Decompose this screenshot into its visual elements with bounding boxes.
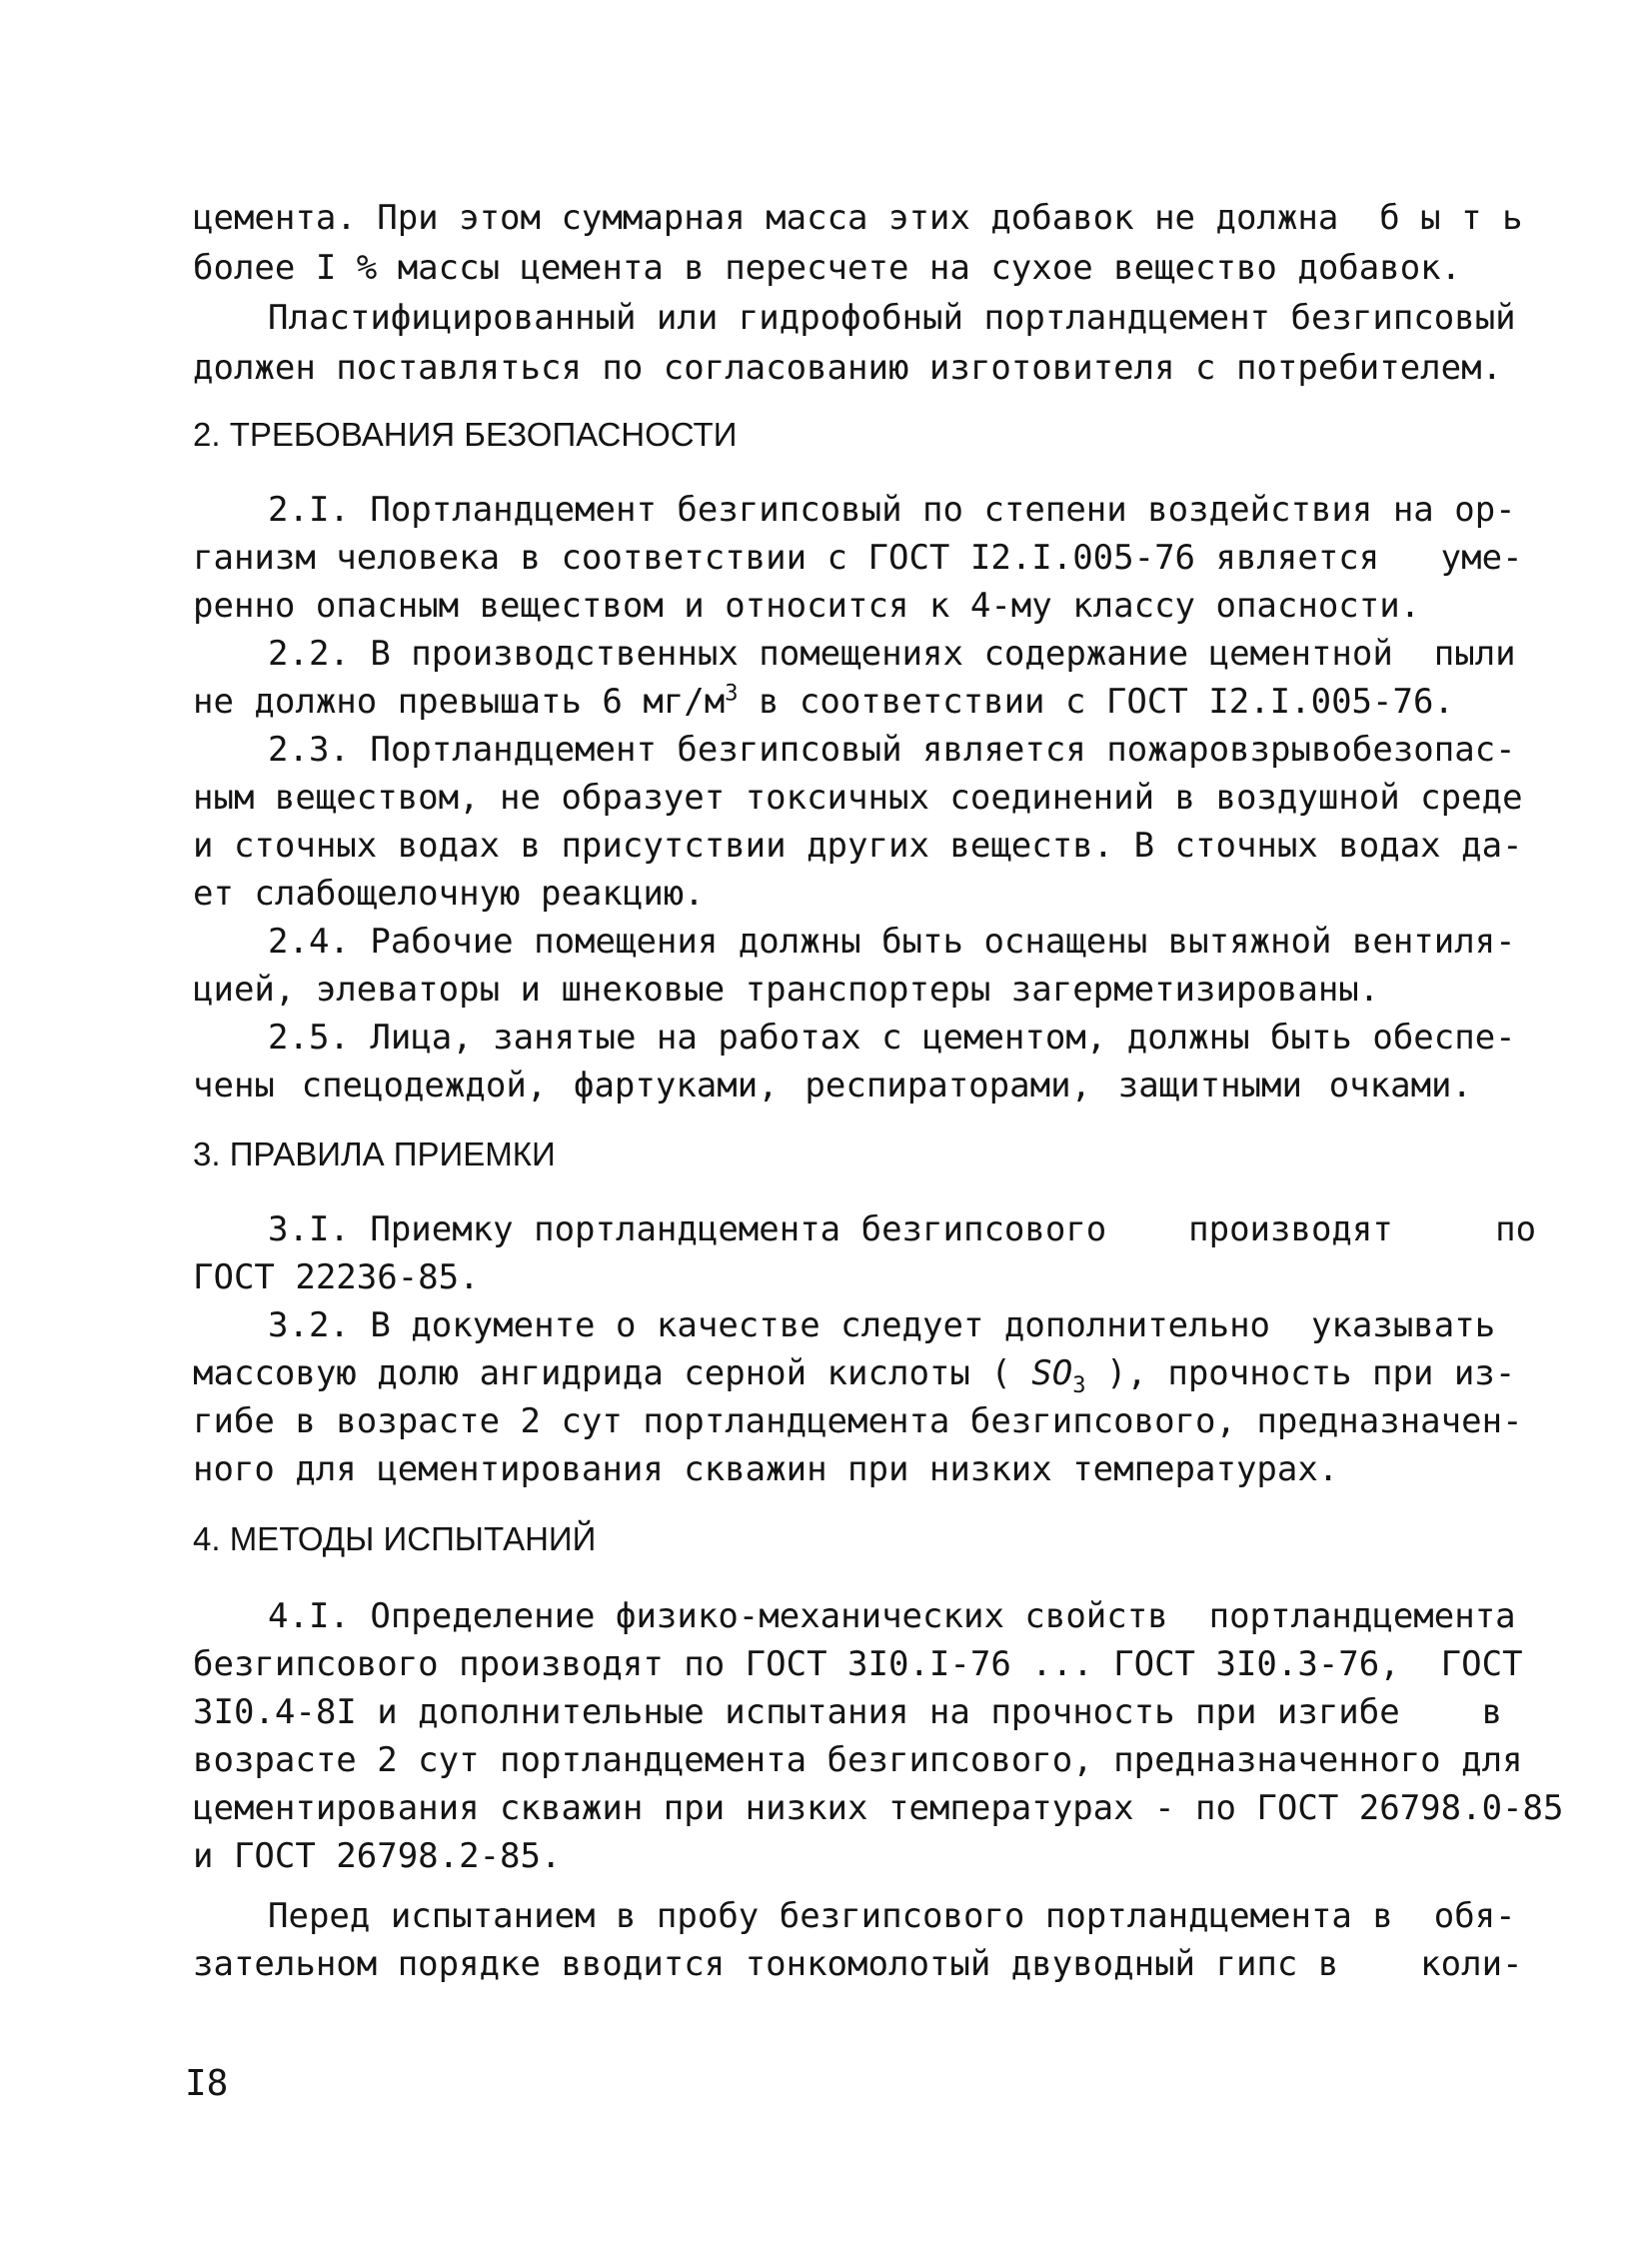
- para-2-2-line-1: 2.2. В производственных помещениях содержание цементной пыли: [268, 634, 1516, 674]
- para-3-2-line-3: гибе в возрасте 2 сут портландцемента безгипсового, предназначен-: [193, 1401, 1523, 1441]
- para-2-5-line-1: 2.5. Лица, занятые на работах с цементом, должны быть обеспе-: [268, 1018, 1516, 1058]
- para-2-4-line-1: 2.4. Рабочие помещения должны быть оснащены вытяжной вентиля-: [268, 922, 1516, 962]
- para-3-2-line-1: 3.2. В документе о качестве следует дополнительно указывать: [268, 1305, 1496, 1345]
- intro-line-2: более I % массы цемента в пересчете на сухое вещество добавок.: [193, 248, 1462, 288]
- para-4-1-line-3: 3I0.4-8I и дополнительные испытания на прочность при изгибе в: [193, 1692, 1503, 1732]
- para-4-2-line-2: зательном порядке вводится тонкомолотый двуводный гипс в коли-: [193, 1944, 1523, 1984]
- para-2-2-line-2: [193, 677, 1472, 727]
- para-2-3-line-2: ным веществом, не образует токсичных соединений в воздушной среде: [193, 778, 1523, 818]
- intro-line-1: цемента. При этом суммарная масса этих добавок не должна б ы т ь: [193, 198, 1523, 238]
- para-3-2-line-4: ного для цементирования скважин при низких температурах.: [193, 1449, 1339, 1489]
- para-4-1-line-2: безгипсового производят по ГОСТ 3I0.I-76 ... ГОСТ 3I0.3-76, ГОСТ: [193, 1644, 1523, 1684]
- intro-line-3: Пластифицированный или гидрофобный портландцемент безгипсовый: [268, 298, 1516, 338]
- para-4-2-line-1: Перед испытанием в пробу безгипсового портландцемента в обя-: [268, 1896, 1516, 1936]
- para-2-1-line-2: ганизм человека в соответствии с ГОСТ I2.I.005-76 является уме-: [193, 538, 1523, 578]
- para-2-5-line-2: чены спецодеждой, фартуками, респираторами, защитными очками.: [193, 1066, 1472, 1106]
- so3-subscript: 3: [1072, 1372, 1086, 1398]
- para-3-2-line-2: [193, 1348, 1516, 1398]
- section-2-heading: 2. ТРЕБОВАНИЯ БЕЗОПАСНОСТИ: [193, 416, 738, 453]
- para-3-1-line-2: ГОСТ 22236-85.: [193, 1257, 480, 1297]
- para-2-1-line-3: ренно опасным веществом и относится к 4-му классу опасности.: [193, 586, 1421, 626]
- para-2-4-line-2: цией, элеваторы и шнековые транспортеры загерметизированы.: [193, 970, 1380, 1010]
- para-3-2-line-2-start: массовую долю ангидрида серной кислоты (: [193, 1353, 1032, 1393]
- para-4-1-line-6: и ГОСТ 26798.2-85.: [193, 1836, 562, 1876]
- para-2-1-line-1: 2.I. Портландцемент безгипсовый по степени воздействия на ор-: [268, 490, 1516, 530]
- cubic-superscript: 3: [725, 681, 739, 707]
- para-2-2-line-2-end: в соответствии с ГОСТ I2.I.005-76.: [738, 682, 1454, 722]
- para-4-1-line-5: цементирования скважин при низких температурах - по ГОСТ 26798.0-85: [193, 1788, 1564, 1828]
- para-4-1-line-4: возрасте 2 сут портландцемента безгипсового, предназначенного для: [193, 1740, 1523, 1780]
- so3-formula: SO: [1031, 1353, 1073, 1393]
- para-4-1-line-1: 4.I. Определение физико-механических свойств портландцемента: [268, 1596, 1516, 1636]
- page-number: I8: [185, 2063, 229, 2104]
- section-3-heading: 3. ПРАВИЛА ПРИЕМКИ: [193, 1135, 556, 1172]
- para-3-1-line-1: 3.I. Приемку портландцемента безгипсового производят по: [268, 1209, 1537, 1249]
- para-2-3-line-1: 2.3. Портландцемент безгипсовый является пожаровзрывобезопас-: [268, 730, 1516, 770]
- para-2-2-line-2-start: не должно превышать 6 мг/м: [193, 682, 726, 722]
- para-2-3-line-4: ет слабощелочную реакцию.: [193, 874, 705, 914]
- para-2-3-line-3: и сточных водах в присутствии других веществ. В сточных водах да-: [193, 826, 1523, 866]
- para-3-2-line-2-end: ), прочность при из-: [1085, 1353, 1516, 1393]
- section-4-heading: 4. МЕТОДЫ ИСПЫТАНИЙ: [193, 1520, 597, 1557]
- intro-line-4: должен поставляться по согласованию изготовителя с потребителем.: [193, 348, 1503, 388]
